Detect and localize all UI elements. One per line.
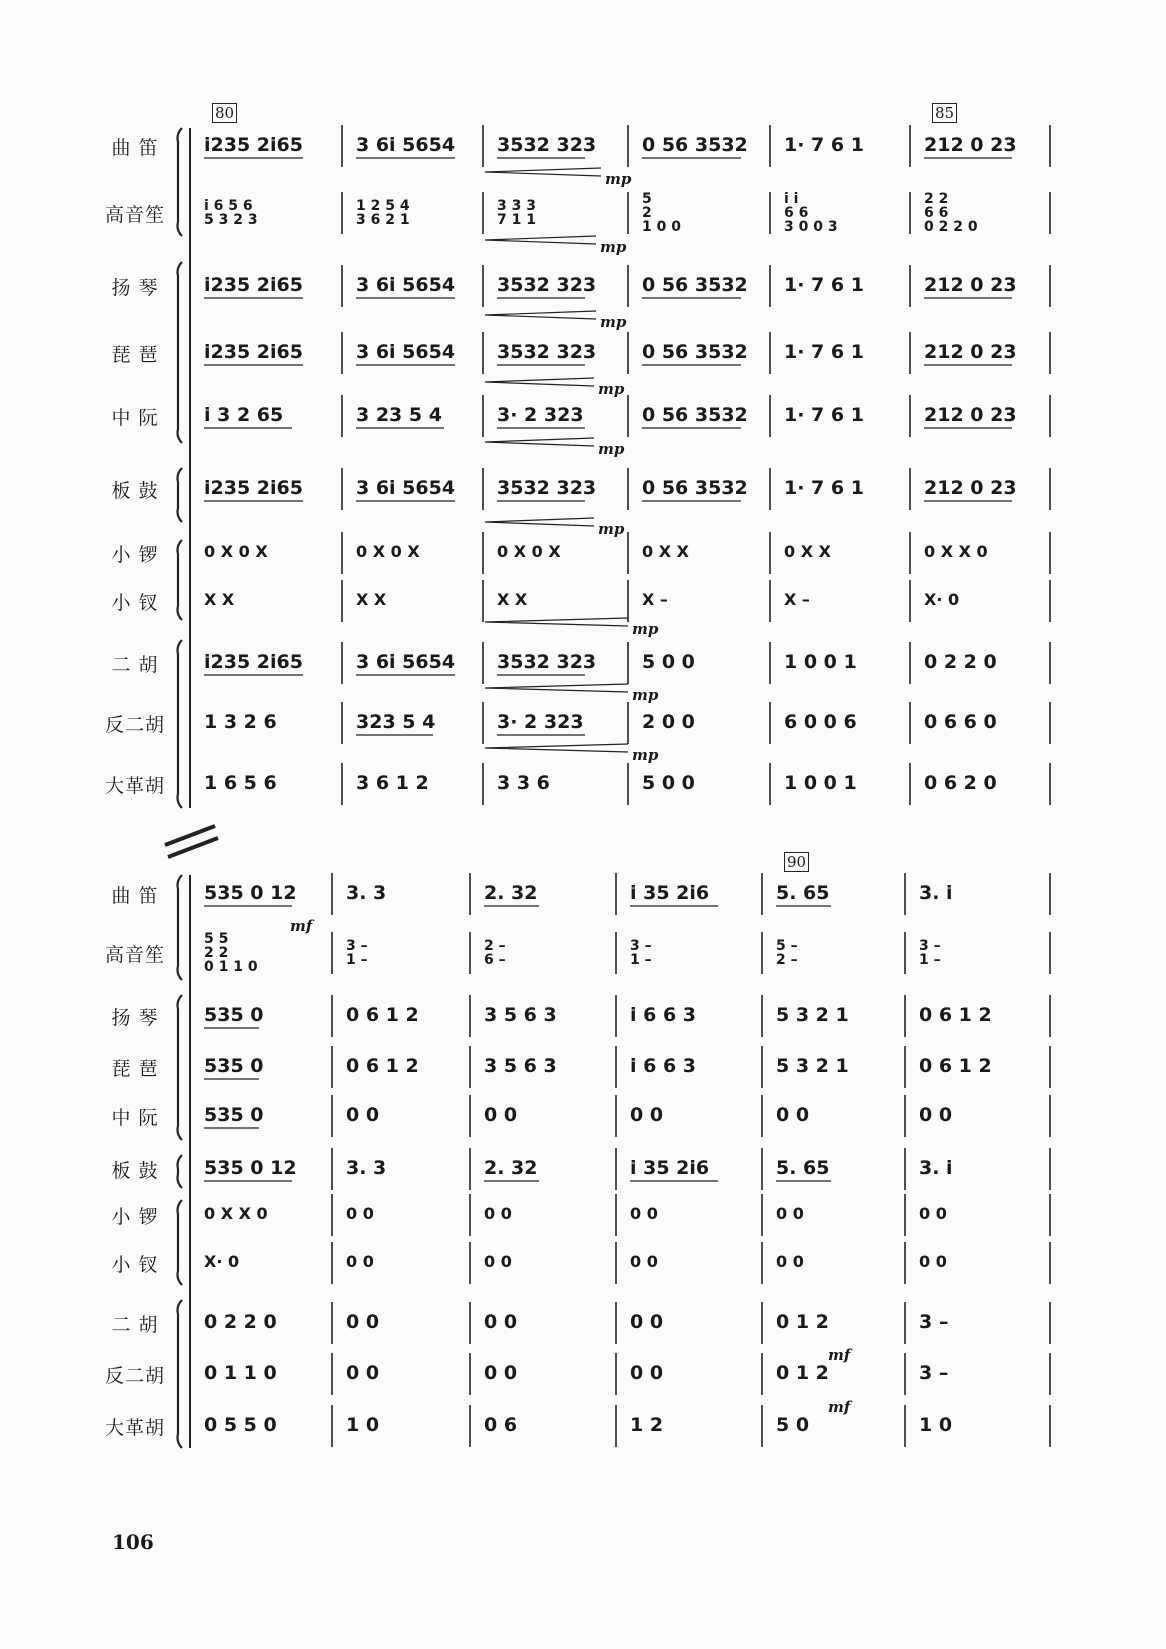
measure-notation: 3532 323: [497, 134, 597, 156]
measure-notation: 0 0: [630, 1104, 664, 1126]
measure-notation: 0 0: [346, 1252, 374, 1271]
measure-notation: 2 – 6 –: [484, 938, 506, 968]
measure-notation: 212 0 23: [924, 477, 1017, 499]
measure-notation: X –: [784, 590, 810, 609]
measure-notation: 0 6 1 2: [346, 1055, 419, 1077]
measure-notation: X X: [204, 590, 235, 609]
measure-notation: 3. i: [919, 882, 953, 904]
measure-notation: 0 0: [776, 1252, 804, 1271]
dynamic-marking: mp: [632, 620, 659, 638]
measure-notation: 5 2 1 0 0: [642, 191, 681, 235]
instrument-name: 大革胡: [104, 1417, 165, 1439]
dynamic-marking: mp: [632, 746, 659, 764]
measure-notation: 3 6 1 2: [356, 772, 429, 794]
instrument-name: 反二胡: [104, 714, 165, 736]
measure-notation: 0 0: [484, 1362, 518, 1384]
measure-notation: 212 0 23: [924, 404, 1017, 426]
measure-notation: X X: [497, 590, 528, 609]
measure-notation: 1· 7 6 1: [784, 477, 864, 499]
measure-notation: 0 0: [630, 1252, 658, 1271]
measure-notation: X X: [356, 590, 387, 609]
measure-notation: 3 –: [919, 1311, 949, 1333]
measure-notation: 3. 3: [346, 882, 387, 904]
measure-notation: 1 2 5 4 3 6 2 1: [356, 198, 410, 228]
measure-notation: 0 0: [346, 1311, 380, 1333]
measure-notation: X –: [642, 590, 668, 609]
measure-notation: 3 6i 5654: [356, 134, 456, 156]
measure-notation: 0 5 5 0: [204, 1414, 277, 1436]
measure-notation: 1 0: [346, 1414, 380, 1436]
measure-notation: 0 6 6 0: [924, 711, 997, 733]
measure-notation: 0 1 2: [776, 1311, 829, 1333]
measure-notation: i 3 2 65: [204, 404, 284, 426]
dynamic-marking: mf: [828, 1398, 851, 1416]
measure-notation: 0 6: [484, 1414, 518, 1436]
measure-notation: 1 3 2 6: [204, 711, 277, 733]
rehearsal-mark: 80: [212, 103, 237, 123]
measure-notation: 0 0: [484, 1252, 512, 1271]
instrument-name: 扬 琴: [111, 1007, 159, 1029]
measure-notation: 0 56 3532: [642, 404, 748, 426]
instrument-name: 中 阮: [111, 1107, 159, 1129]
measure-notation: 0 0: [630, 1362, 664, 1384]
measure-notation: 2 2 6 6 0 2 2 0: [924, 191, 978, 235]
measure-notation: 0 0: [776, 1104, 810, 1126]
measure-notation: 3 – 1 –: [919, 938, 941, 968]
dynamic-marking: mp: [600, 238, 627, 256]
measure-notation: 3· 2 323: [497, 711, 584, 733]
measure-notation: 5 0 0: [642, 651, 695, 673]
measure-notation: 0 56 3532: [642, 134, 748, 156]
measure-notation: 0 X X 0: [924, 542, 988, 561]
measure-notation: 0 0: [484, 1311, 518, 1333]
measure-notation: 6 0 0 6: [784, 711, 857, 733]
measure-notation: 3 5 6 3: [484, 1004, 557, 1026]
measure-notation: 2. 32: [484, 1157, 538, 1179]
measure-notation: 212 0 23: [924, 134, 1017, 156]
measure-notation: 3. 3: [346, 1157, 387, 1179]
measure-notation: 3 6i 5654: [356, 274, 456, 296]
measure-notation: 0 6 1 2: [919, 1004, 992, 1026]
dynamic-marking: mp: [598, 520, 625, 538]
measure-notation: 0 2 2 0: [924, 651, 997, 673]
instrument-name: 小 锣: [111, 544, 159, 566]
measure-notation: 0 56 3532: [642, 477, 748, 499]
measure-notation: 3 3 6: [497, 772, 550, 794]
measure-notation: 3 5 6 3: [484, 1055, 557, 1077]
measure-notation: 212 0 23: [924, 274, 1017, 296]
measure-notation: 0 0: [776, 1204, 804, 1223]
measure-notation: 3 6i 5654: [356, 341, 456, 363]
instrument-name: 板 鼓: [111, 1160, 159, 1182]
measure-notation: 5 – 2 –: [776, 938, 798, 968]
measure-notation: 1· 7 6 1: [784, 134, 864, 156]
measure-notation: 0 1 2: [776, 1362, 829, 1384]
dynamic-marking: mp: [600, 313, 627, 331]
dynamic-marking: mp: [632, 686, 659, 704]
measure-notation: i i 6 6 3 0 0 3: [784, 191, 838, 235]
dynamic-marking: mp: [598, 380, 625, 398]
measure-notation: i 6 6 3: [630, 1004, 697, 1026]
measure-notation: 5 0 0: [642, 772, 695, 794]
measure-notation: 3. i: [919, 1157, 953, 1179]
measure-notation: 0 6 1 2: [346, 1004, 419, 1026]
dynamic-marking: mf: [290, 917, 313, 935]
instrument-name: 小 钗: [111, 592, 159, 614]
measure-notation: 5 5 2 2 0 1 1 0: [204, 931, 258, 975]
measure-notation: 3532 323: [497, 274, 597, 296]
page-number: 106: [112, 1530, 154, 1554]
measure-notation: 0 56 3532: [642, 274, 748, 296]
measure-notation: 3 6i 5654: [356, 651, 456, 673]
measure-notation: 1· 7 6 1: [784, 274, 864, 296]
measure-notation: i235 2i65: [204, 477, 303, 499]
measure-notation: 535 0 12: [204, 882, 297, 904]
measure-notation: 2. 32: [484, 882, 538, 904]
instrument-name: 曲 笛: [111, 137, 159, 159]
instrument-name: 反二胡: [104, 1365, 165, 1387]
instrument-name: 曲 笛: [111, 885, 159, 907]
measure-notation: i235 2i65: [204, 341, 303, 363]
measure-notation: 0 0: [630, 1204, 658, 1223]
measure-notation: 535 0: [204, 1055, 264, 1077]
measure-notation: 1 6 5 6: [204, 772, 277, 794]
measure-notation: 0 1 1 0: [204, 1362, 277, 1384]
measure-notation: 1 2: [630, 1414, 664, 1436]
measure-notation: 3 3 3 7 1 1: [497, 198, 536, 228]
instrument-name: 小 锣: [111, 1206, 159, 1228]
measure-notation: 0 X X 0: [204, 1204, 268, 1223]
measure-notation: 0 0: [346, 1362, 380, 1384]
measure-notation: i 6 6 3: [630, 1055, 697, 1077]
measure-notation: 5. 65: [776, 1157, 830, 1179]
instrument-name: 大革胡: [104, 775, 165, 797]
measure-notation: 3 – 1 –: [630, 938, 652, 968]
measure-notation: 3532 323: [497, 341, 597, 363]
measure-notation: 0 2 2 0: [204, 1311, 277, 1333]
instrument-name: 板 鼓: [111, 480, 159, 502]
measure-notation: 0 56 3532: [642, 341, 748, 363]
measure-notation: 0 X 0 X: [356, 542, 420, 561]
measure-notation: 212 0 23: [924, 341, 1017, 363]
measure-notation: i235 2i65: [204, 134, 303, 156]
measure-notation: 0 0: [346, 1104, 380, 1126]
measure-notation: 0 0: [919, 1252, 947, 1271]
measure-notation: 3 6i 5654: [356, 477, 456, 499]
measure-notation: 2 0 0: [642, 711, 695, 733]
measure-notation: 0 0: [630, 1311, 664, 1333]
measure-notation: 535 0: [204, 1104, 264, 1126]
instrument-name: 高音笙: [104, 944, 165, 966]
measure-notation: 535 0 12: [204, 1157, 297, 1179]
measure-notation: 5. 65: [776, 882, 830, 904]
measure-notation: 3532 323: [497, 477, 597, 499]
dynamic-marking: mp: [598, 440, 625, 458]
measure-notation: X· 0: [204, 1252, 240, 1271]
measure-notation: 5 3 2 1: [776, 1055, 849, 1077]
measure-notation: 0 0: [919, 1204, 947, 1223]
rehearsal-mark: 85: [932, 103, 957, 123]
measure-notation: i235 2i65: [204, 651, 303, 673]
measure-notation: 0 6 2 0: [924, 772, 997, 794]
measure-notation: 5 3 2 1: [776, 1004, 849, 1026]
measure-notation: 3· 2 323: [497, 404, 584, 426]
measure-notation: i235 2i65: [204, 274, 303, 296]
dynamic-marking: mp: [605, 170, 632, 188]
measure-notation: 0 X X: [784, 542, 831, 561]
measure-notation: 0 X 0 X: [497, 542, 561, 561]
instrument-name: 小 钗: [111, 1254, 159, 1276]
measure-notation: i 35 2i6: [630, 882, 710, 904]
measure-notation: 3532 323: [497, 651, 597, 673]
measure-notation: 0 0: [346, 1204, 374, 1223]
instrument-name: 二 胡: [111, 654, 159, 676]
instrument-name: 扬 琴: [111, 277, 159, 299]
measure-notation: 3 23 5 4: [356, 404, 442, 426]
instrument-name: 琵 琶: [111, 344, 159, 366]
dynamic-marking: mf: [828, 1346, 851, 1364]
rehearsal-mark: 90: [784, 852, 809, 872]
measure-notation: 1· 7 6 1: [784, 404, 864, 426]
measure-notation: i 35 2i6: [630, 1157, 710, 1179]
measure-notation: 1 0: [919, 1414, 953, 1436]
measure-notation: X· 0: [924, 590, 960, 609]
instrument-name: 二 胡: [111, 1314, 159, 1336]
measure-notation: 0 X X: [642, 542, 689, 561]
measure-notation: 0 6 1 2: [919, 1055, 992, 1077]
measure-notation: 1 0 0 1: [784, 651, 857, 673]
measure-notation: 0 0: [484, 1204, 512, 1223]
measure-notation: 0 0: [484, 1104, 518, 1126]
measure-notation: 323 5 4: [356, 711, 436, 733]
measure-notation: i 6 5 6 5 3 2 3: [204, 198, 258, 228]
measure-notation: 0 X 0 X: [204, 542, 268, 561]
measure-notation: 535 0: [204, 1004, 264, 1026]
measure-notation: 1 0 0 1: [784, 772, 857, 794]
measure-notation: 3 –: [919, 1362, 949, 1384]
measure-notation: 1· 7 6 1: [784, 341, 864, 363]
measure-notation: 5 0: [776, 1414, 810, 1436]
instrument-name: 中 阮: [111, 407, 159, 429]
instrument-name: 高音笙: [104, 204, 165, 226]
measure-notation: 3 – 1 –: [346, 938, 368, 968]
measure-notation: 0 0: [919, 1104, 953, 1126]
instrument-name: 琵 琶: [111, 1058, 159, 1080]
